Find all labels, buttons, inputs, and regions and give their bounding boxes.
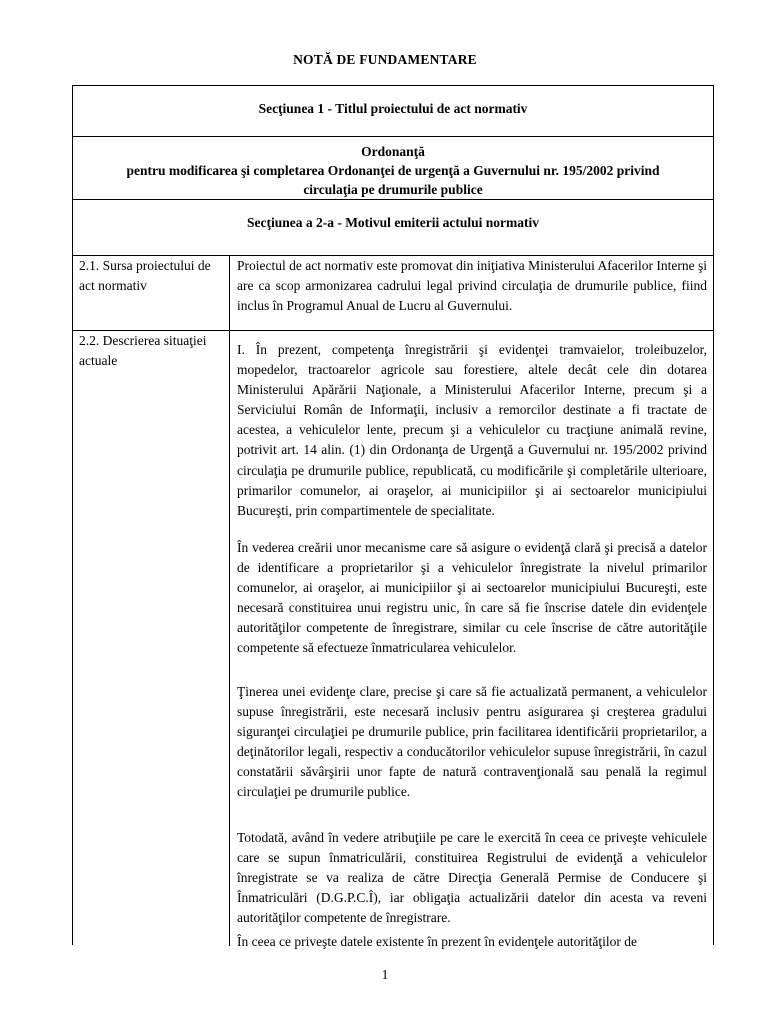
act-title-line2: circulaţia pe drumurile publice bbox=[303, 182, 483, 197]
row-2-1-label: 2.1. Sursa proiectului de act normativ bbox=[79, 258, 211, 293]
page-number: 1 bbox=[381, 967, 389, 982]
row-divider-right bbox=[229, 330, 713, 331]
section1-heading: Secţiunea 1 - Titlul proiectului de act normativ bbox=[73, 86, 713, 137]
row-2-2-paragraph: I. În prezent, competenţa înregistrării şi evidenţei tramvaielor, troleibuzelor, mopedelor, tractoarelor agricole sau forestiere, altele decât cele din dotarea Ministerului Apărării Naţionale, a Ministerului Afacerilor Interne, precum şi a Serviciului Român de Informaţii, inclusiv a remorcilor destinate a fi tractate de acestea, a vehiculelor lente, precum şi a vehiculelor cu tracţiune animală revine, potrivit art. 14 alin. (1) din Ordonanţa de Urgenţă a Guvernului nr. 195/2002 privind circulaţia pe drumurile publice, republicată, cu modificările şi completările ulterioare, primarilor comunelor, ai oraşelor, ai municipiilor şi ai sectoarelor municipiului Bucureşti, prin compartimentele de specialitate. bbox=[237, 342, 707, 518]
column-divider bbox=[229, 256, 230, 946]
act-title-line1: pentru modificarea şi completarea Ordonanţei de urgenţă a Guvernului nr. 195/2002 privind bbox=[126, 163, 660, 178]
row-2-2-paragraph: Totodată, având în vedere atribuţiile pe care le exercită în ceea ce priveşte vehiculele care se supun înmatriculării, constituirea Registrului de evidenţă a vehiculelor înregistrate se va realiza de către Direcţia Generală Permise de Conducere şi Înmatriculări (D.G.P.C.Î), iar obligaţia actualizării datelor din acesta va reveni autorităţilor competente de înregistrare. bbox=[237, 830, 707, 926]
section2-heading: Secţiunea a 2-a - Motivul emiterii actului normativ bbox=[73, 200, 713, 256]
row-2-2-paragraph: În vederea creării unor mecanisme care să asigure o evidenţă clară şi precisă a datelor de identificare a proprietarilor şi a vehiculelor înregistrate la nivelul primarilor comunelor, ai oraşelor, ai municipiilor şi ai sectoarelor municipiului Bucureşti, este necesară constituirea unui registru unic, în care să fie înscrise datele din evidenţele autorităţilor competente de înregistrare, similar cu cele înscrise de către autorităţile competente să efectueze înmatricularea vehiculelor. bbox=[237, 540, 707, 656]
row-2-2-label: 2.2. Descrierea situaţiei actuale bbox=[79, 333, 207, 368]
main-table bbox=[72, 85, 714, 949]
row-2-1-text: Proiectul de act normativ este promovat din iniţiativa Ministerului Afacerilor Interne şi are ca scop armonizarea cadrului legal privind circulaţia de drumurile publice, fiind inclus în Programul Anual de Lucru al Guvernului. bbox=[237, 258, 707, 314]
act-type: Ordonanţă bbox=[361, 144, 425, 159]
row-2-2-paragraph: În ceea ce priveşte datele existente în prezent în evidenţele autorităţilor de bbox=[237, 934, 637, 949]
document-title: NOTĂ DE FUNDAMENTARE bbox=[293, 52, 477, 67]
act-title-block bbox=[73, 137, 713, 200]
row-2-2-paragraph: Ţinerea unei evidenţe clare, precise şi care să fie actualizată permanent, a vehiculelor supuse înregistrării, este necesară inclusiv pentru asigurarea şi creşterea gradului siguranţei circulaţiei pe drumurile publice, prin facilitarea identificării proprietarilor, a deţinătorilor legali, respectiv a conducătorilor vehiculelor supuse înregistrării, în cazul constatării săvârşirii unor fapte de natură contravenţională sau penală la regimul circulaţiei pe drumurile publice. bbox=[237, 684, 707, 800]
